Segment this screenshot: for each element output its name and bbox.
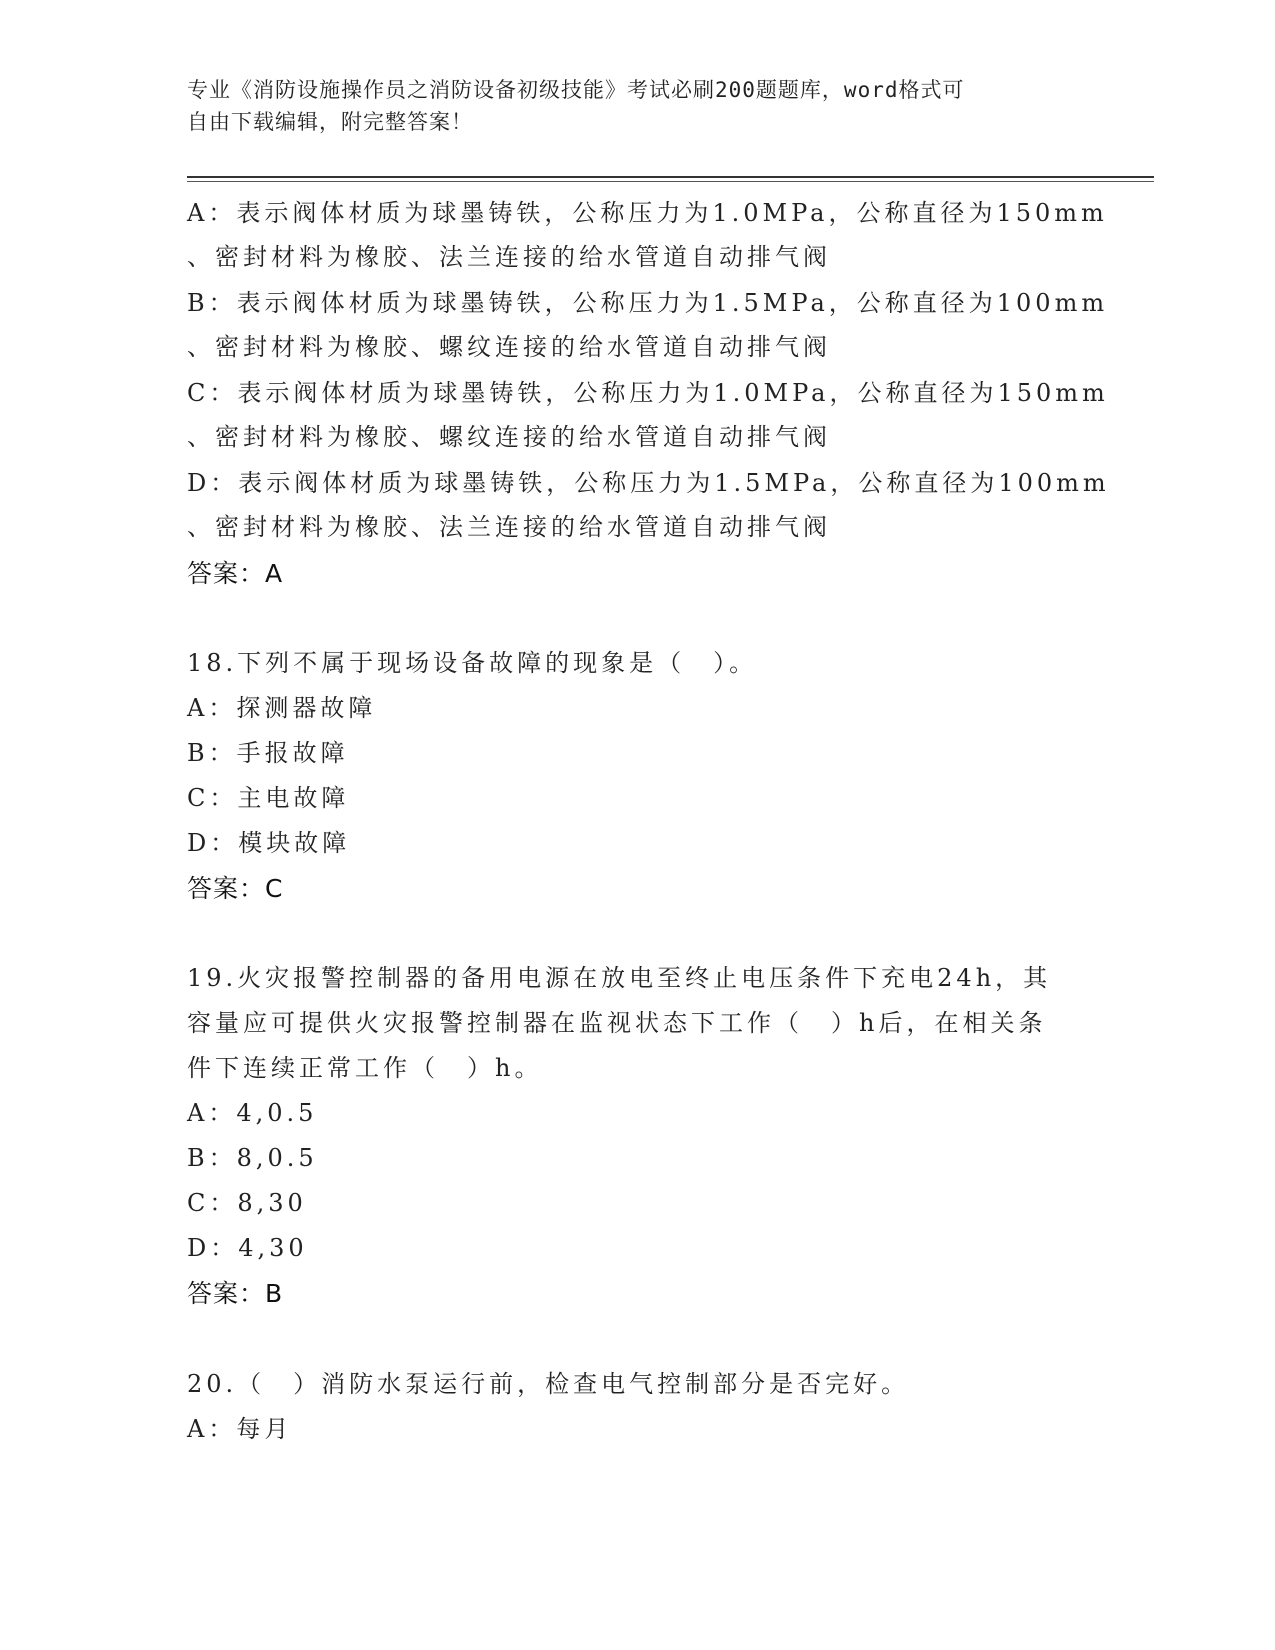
q19-option-b: B：8,0.5 xyxy=(187,1144,318,1172)
q17-option-b-line2: 、密封材料为橡胶、螺纹连接的给水管道自动排气阀 xyxy=(187,333,831,361)
q19-question-line2: 容量应可提供火灾报警控制器在监视状态下工作（ ）h后，在相关条 xyxy=(187,1009,1047,1037)
q20-question: 20.（ ）消防水泵运行前，检查电气控制部分是否完好。 xyxy=(187,1370,910,1398)
q18-answer: 答案：C xyxy=(187,874,284,903)
q17-option-a-line2: 、密封材料为橡胶、法兰连接的给水管道自动排气阀 xyxy=(187,243,831,271)
q18-option-a: A：探测器故障 xyxy=(187,694,377,722)
q17-option-c-line1: C：表示阀体材质为球墨铸铁，公称压力为1.0MPa，公称直径为150mm xyxy=(187,379,1109,407)
q17-option-d-line1: D：表示阀体材质为球墨铸铁，公称压力为1.5MPa，公称直径为100mm xyxy=(187,469,1110,497)
header-divider-thick xyxy=(187,176,1154,178)
q17-option-c-line2: 、密封材料为橡胶、螺纹连接的给水管道自动排气阀 xyxy=(187,423,831,451)
q19-option-c: C：8,30 xyxy=(187,1189,307,1217)
q18-option-c: C：主电故障 xyxy=(187,784,350,812)
q17-answer: 答案：A xyxy=(187,559,284,588)
q19-answer: 答案：B xyxy=(187,1279,284,1308)
header-line-1: 专业《消防设施操作员之消防设备初级技能》考试必刷200题题库，word格式可 xyxy=(187,78,965,102)
q19-option-a: A：4,0.5 xyxy=(187,1099,318,1127)
header-line-2: 自由下载编辑，附完整答案！ xyxy=(187,110,473,134)
q18-question: 18.下列不属于现场设备故障的现象是（ ）。 xyxy=(187,649,758,677)
q19-question-line3: 件下连续正常工作（ ）h。 xyxy=(187,1054,543,1082)
q17-option-a-line1: A：表示阀体材质为球墨铸铁，公称压力为1.0MPa，公称直径为150mm xyxy=(187,199,1108,227)
q17-option-d-line2: 、密封材料为橡胶、法兰连接的给水管道自动排气阀 xyxy=(187,513,831,541)
document-header xyxy=(187,74,1087,138)
q20-option-a: A：每月 xyxy=(187,1415,293,1443)
q19-question-line1: 19.火灾报警控制器的备用电源在放电至终止电压条件下充电24h，其 xyxy=(187,964,1052,992)
q19-option-d: D：4,30 xyxy=(187,1234,308,1262)
header-divider-thin xyxy=(187,181,1154,182)
q17-option-b-line1: B：表示阀体材质为球墨铸铁，公称压力为1.5MPa，公称直径为100mm xyxy=(187,289,1109,317)
q18-option-b: B：手报故障 xyxy=(187,739,349,767)
q18-option-d: D：模块故障 xyxy=(187,829,351,857)
